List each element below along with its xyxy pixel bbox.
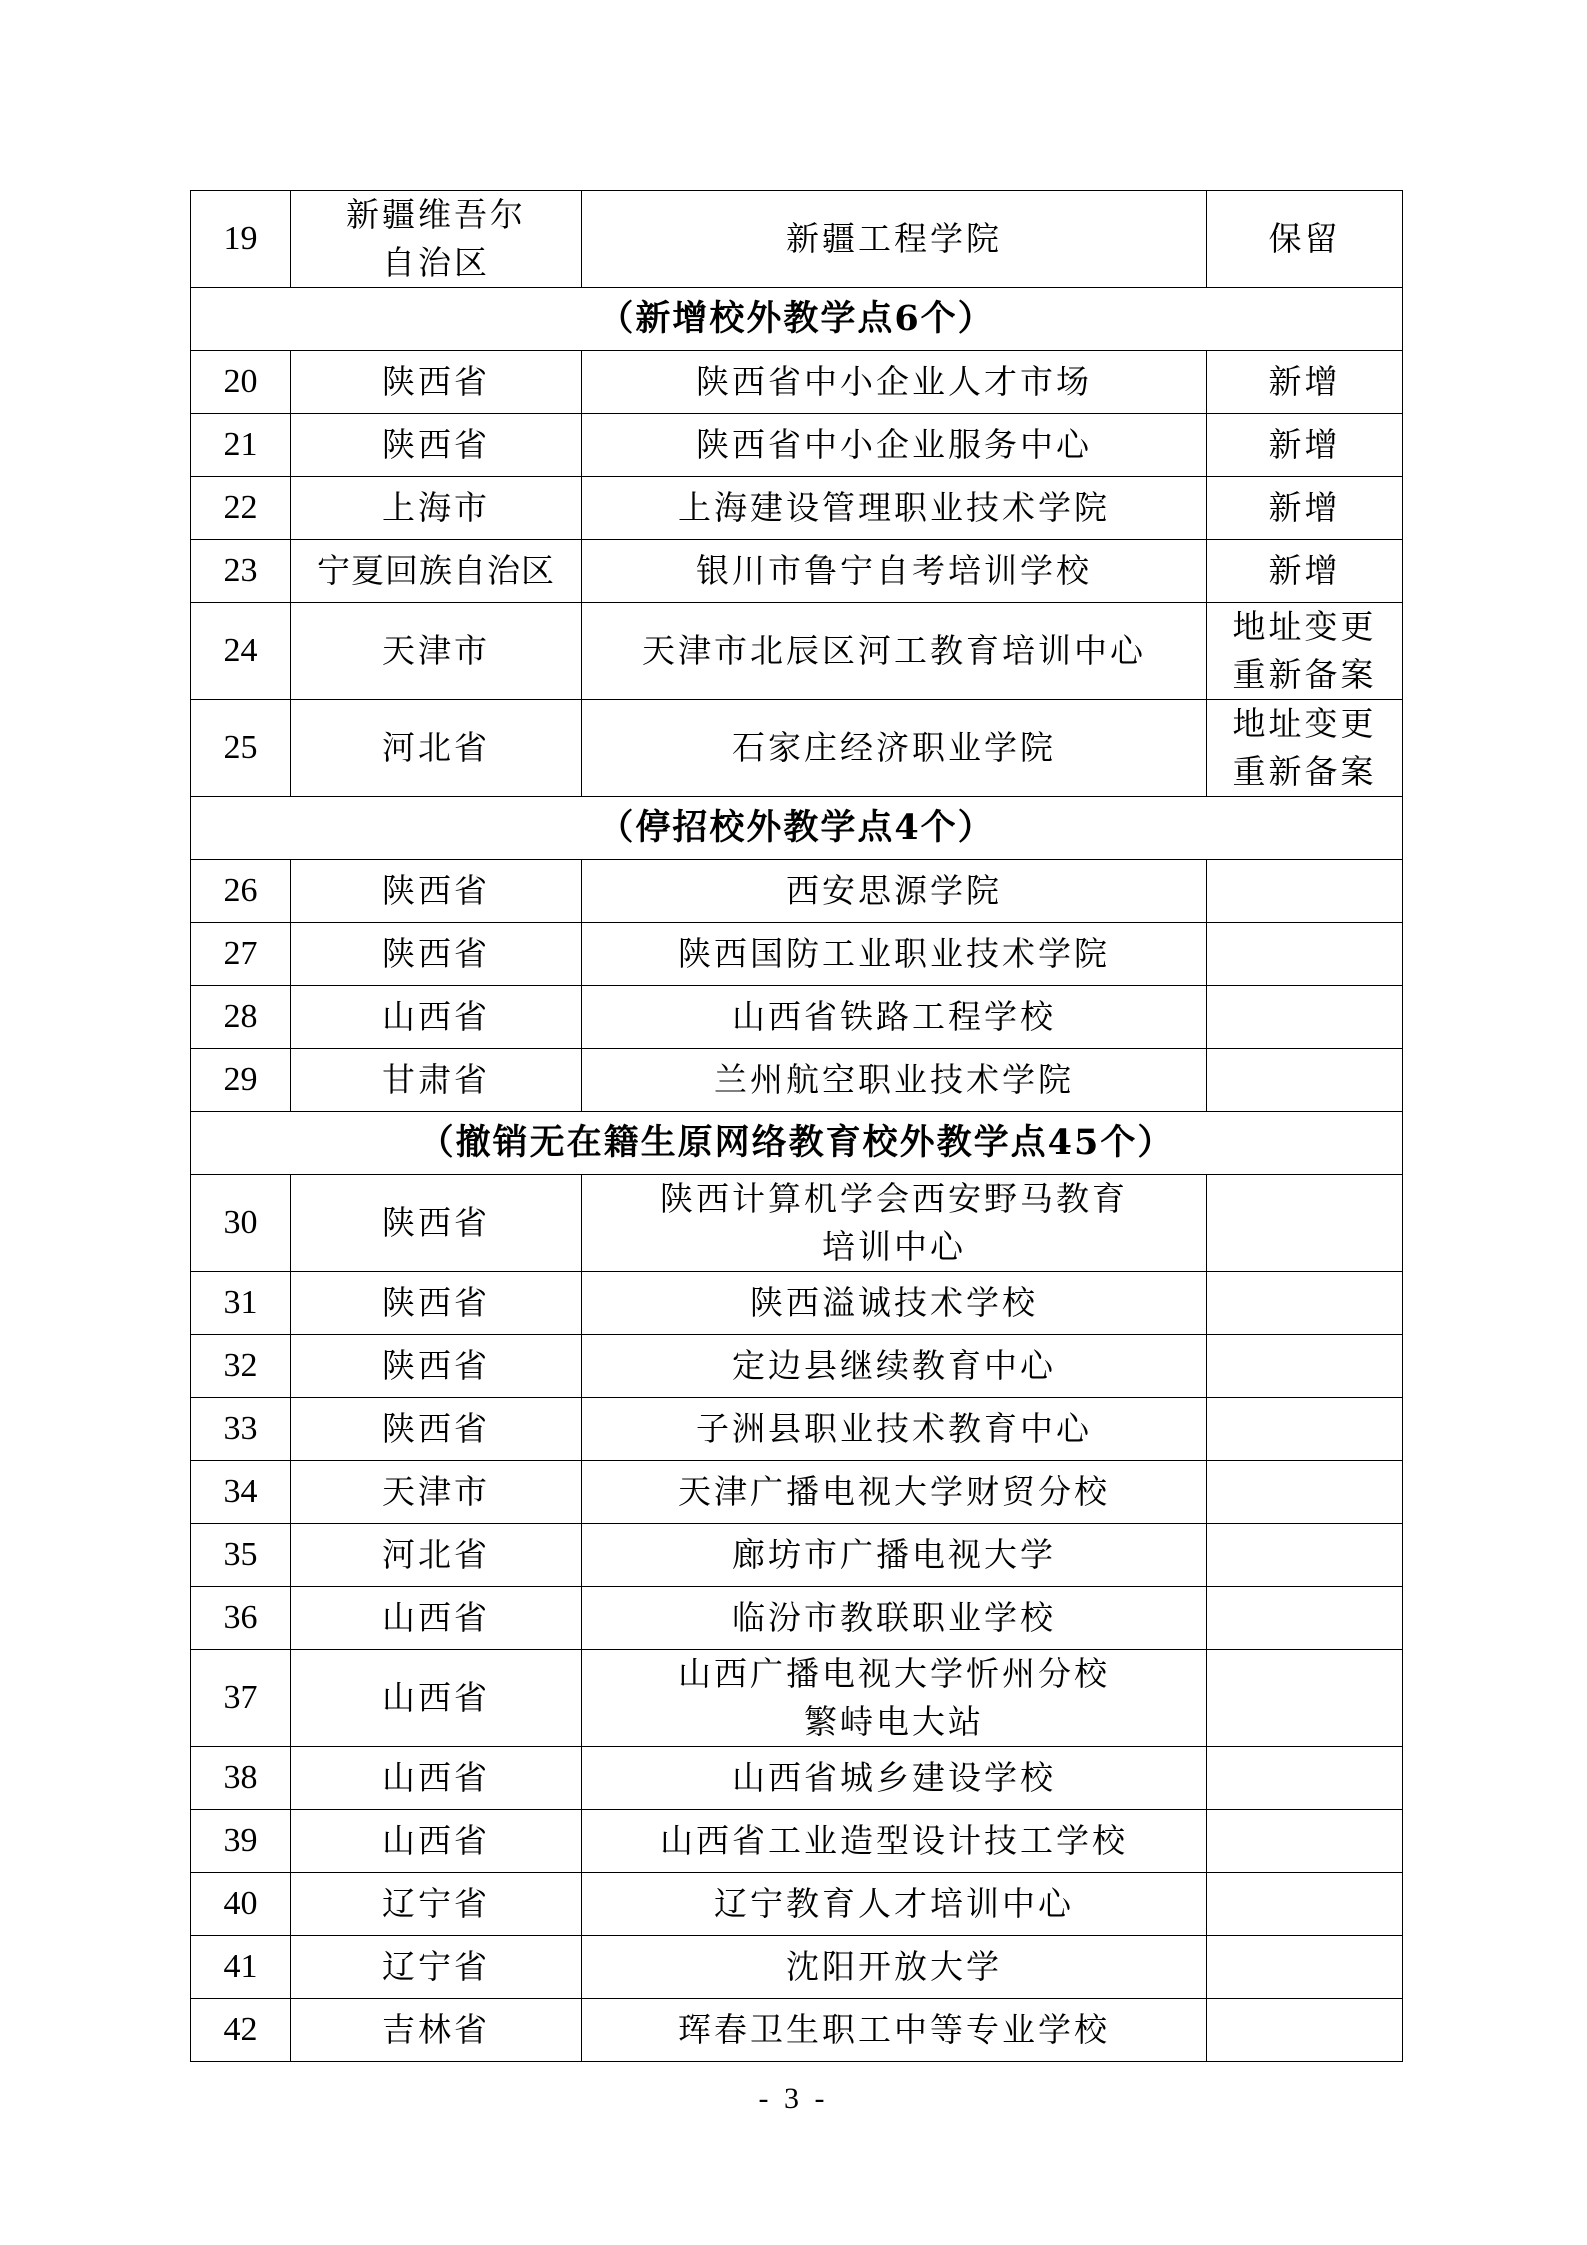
province-cell: 陕西省 (291, 1335, 582, 1398)
province-cell: 山西省 (291, 1587, 582, 1650)
remark-line: 重新备案 (1232, 655, 1377, 694)
row-number: 22 (191, 477, 291, 540)
institution-name: 珲春卫生职工中等专业学校 (582, 1999, 1207, 2062)
institution-name: 廊坊市广播电视大学 (582, 1524, 1207, 1587)
table-row (191, 1936, 1403, 1999)
row-number: 39 (191, 1810, 291, 1873)
remark (1207, 1461, 1403, 1524)
teaching-points-table (190, 190, 1403, 2062)
institution-name-line: 培训中心 (822, 1227, 966, 1266)
province-cell: 陕西省 (291, 1175, 582, 1272)
table-row (191, 1873, 1403, 1936)
remark: 新增 (1207, 540, 1403, 603)
remark (1207, 603, 1403, 700)
remark (1207, 700, 1403, 797)
section-header: （撤销无在籍生原网络教育校外教学点45个） (191, 1112, 1403, 1175)
table-row (191, 477, 1403, 540)
remark: 新增 (1207, 414, 1403, 477)
institution-name: 新疆工程学院 (582, 191, 1207, 288)
remark (1207, 1524, 1403, 1587)
row-number: 37 (191, 1650, 291, 1747)
table-row (191, 414, 1403, 477)
row-number: 31 (191, 1272, 291, 1335)
province-cell: 河北省 (291, 700, 582, 797)
row-number: 27 (191, 923, 291, 986)
province-cell: 陕西省 (291, 1272, 582, 1335)
table-row (191, 1335, 1403, 1398)
remark (1207, 1810, 1403, 1873)
row-number: 35 (191, 1524, 291, 1587)
province-cell: 天津市 (291, 603, 582, 700)
institution-name-line: 繁峙电大站 (804, 1702, 984, 1741)
table-row (191, 1175, 1403, 1272)
institution-name-line: 陕西计算机学会西安野马教育 (660, 1179, 1128, 1218)
institution-name: 子洲县职业技术教育中心 (582, 1398, 1207, 1461)
row-number: 23 (191, 540, 291, 603)
institution-name: 上海建设管理职业技术学院 (582, 477, 1207, 540)
province-cell: 陕西省 (291, 414, 582, 477)
table-row (191, 1650, 1403, 1747)
remark (1207, 860, 1403, 923)
province-cell: 天津市 (291, 1461, 582, 1524)
institution-name: 山西省城乡建设学校 (582, 1747, 1207, 1810)
row-number: 32 (191, 1335, 291, 1398)
row-number: 20 (191, 351, 291, 414)
institution-name: 辽宁教育人才培训中心 (582, 1873, 1207, 1936)
row-number: 30 (191, 1175, 291, 1272)
institution-name: 陕西省中小企业服务中心 (582, 414, 1207, 477)
table-row (191, 1587, 1403, 1650)
institution-name: 天津广播电视大学财贸分校 (582, 1461, 1207, 1524)
section-header: （新增校外教学点6个） (191, 288, 1403, 351)
row-number: 41 (191, 1936, 291, 1999)
province-cell: 河北省 (291, 1524, 582, 1587)
province-cell (291, 191, 582, 288)
table-row (191, 351, 1403, 414)
table-row (191, 191, 1403, 288)
province-cell: 陕西省 (291, 860, 582, 923)
province-cell: 上海市 (291, 477, 582, 540)
remark: 保留 (1207, 191, 1403, 288)
remark (1207, 1175, 1403, 1272)
remark (1207, 1335, 1403, 1398)
province-cell: 辽宁省 (291, 1936, 582, 1999)
remark (1207, 1873, 1403, 1936)
section-header-row (191, 797, 1403, 860)
row-number: 26 (191, 860, 291, 923)
institution-name: 兰州航空职业技术学院 (582, 1049, 1207, 1112)
row-number: 28 (191, 986, 291, 1049)
institution-name (582, 1650, 1207, 1747)
institution-name: 西安思源学院 (582, 860, 1207, 923)
province-cell: 山西省 (291, 1650, 582, 1747)
province-cell: 陕西省 (291, 1398, 582, 1461)
remark (1207, 1587, 1403, 1650)
table-row (191, 1999, 1403, 2062)
institution-name: 陕西溢诚技术学校 (582, 1272, 1207, 1335)
province-line: 自治区 (382, 243, 490, 282)
institution-name-line: 山西广播电视大学忻州分校 (678, 1654, 1110, 1693)
table-row (191, 986, 1403, 1049)
institution-name: 山西省工业造型设计技工学校 (582, 1810, 1207, 1873)
institution-name: 定边县继续教育中心 (582, 1335, 1207, 1398)
row-number: 25 (191, 700, 291, 797)
table-row (191, 540, 1403, 603)
row-number: 34 (191, 1461, 291, 1524)
remark-line: 地址变更 (1232, 607, 1377, 646)
table-row (191, 1747, 1403, 1810)
remark-line: 地址变更 (1232, 704, 1377, 743)
remark (1207, 1936, 1403, 1999)
institution-name: 天津市北辰区河工教育培训中心 (582, 603, 1207, 700)
table-row (191, 1524, 1403, 1587)
institution-name: 陕西省中小企业人才市场 (582, 351, 1207, 414)
province-cell: 山西省 (291, 986, 582, 1049)
row-number: 40 (191, 1873, 291, 1936)
province-cell: 辽宁省 (291, 1873, 582, 1936)
institution-name: 陕西国防工业职业技术学院 (582, 923, 1207, 986)
row-number: 21 (191, 414, 291, 477)
remark (1207, 1272, 1403, 1335)
section-header-row (191, 1112, 1403, 1175)
section-header: （停招校外教学点4个） (191, 797, 1403, 860)
row-number: 36 (191, 1587, 291, 1650)
province-cell: 陕西省 (291, 923, 582, 986)
remark (1207, 1049, 1403, 1112)
row-number: 19 (191, 191, 291, 288)
table-row (191, 700, 1403, 797)
institution-name: 沈阳开放大学 (582, 1936, 1207, 1999)
row-number: 38 (191, 1747, 291, 1810)
row-number: 29 (191, 1049, 291, 1112)
remark: 新增 (1207, 477, 1403, 540)
province-cell: 宁夏回族自治区 (291, 540, 582, 603)
institution-name: 石家庄经济职业学院 (582, 700, 1207, 797)
remark (1207, 923, 1403, 986)
row-number: 33 (191, 1398, 291, 1461)
province-cell: 吉林省 (291, 1999, 582, 2062)
table-row (191, 860, 1403, 923)
table-row (191, 1049, 1403, 1112)
institution-name: 临汾市教联职业学校 (582, 1587, 1207, 1650)
remark (1207, 1999, 1403, 2062)
remark-line: 重新备案 (1232, 752, 1377, 791)
row-number: 24 (191, 603, 291, 700)
table-row (191, 603, 1403, 700)
institution-name: 山西省铁路工程学校 (582, 986, 1207, 1049)
table-row (191, 1272, 1403, 1335)
table-row (191, 1398, 1403, 1461)
table-row (191, 1461, 1403, 1524)
institution-name (582, 1175, 1207, 1272)
province-cell: 山西省 (291, 1747, 582, 1810)
table-row (191, 923, 1403, 986)
remark (1207, 1398, 1403, 1461)
institution-name: 银川市鲁宁自考培训学校 (582, 540, 1207, 603)
section-header-row (191, 288, 1403, 351)
province-cell: 山西省 (291, 1810, 582, 1873)
remark: 新增 (1207, 351, 1403, 414)
remark (1207, 1650, 1403, 1747)
remark (1207, 1747, 1403, 1810)
table-row (191, 1810, 1403, 1873)
province-cell: 陕西省 (291, 351, 582, 414)
page-number: - 3 - (758, 2082, 829, 2115)
row-number: 42 (191, 1999, 291, 2062)
province-cell: 甘肃省 (291, 1049, 582, 1112)
province-line: 新疆维吾尔 (346, 195, 526, 234)
remark (1207, 986, 1403, 1049)
